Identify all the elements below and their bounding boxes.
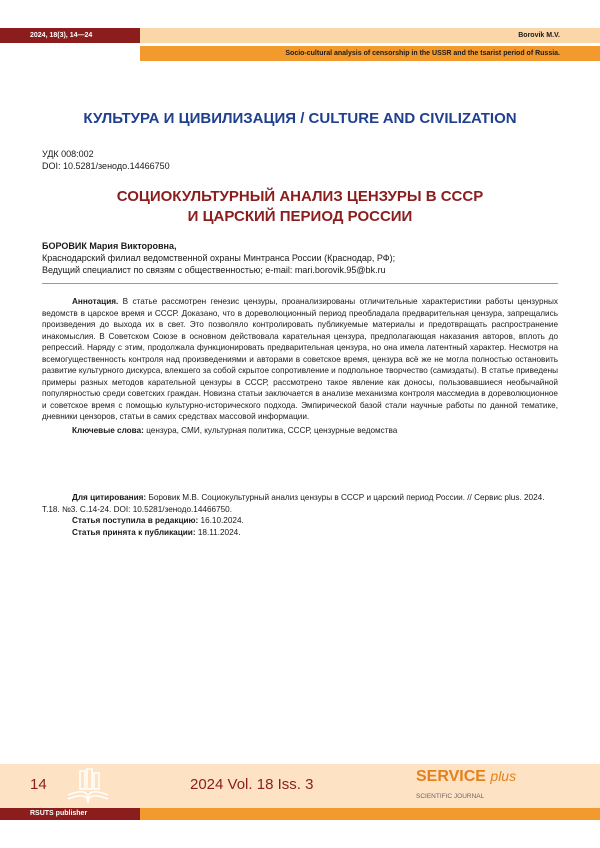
section-title: КУЛЬТУРА И ЦИВИЛИЗАЦИЯ / CULTURE AND CIVILIZATION <box>83 110 517 127</box>
author-block <box>42 240 562 276</box>
citation-text: Боровик М.В. Социокультурный анализ цензуры в СССР и царский период России. // Сервис plus. 2024. Т.18. №3. С.14-24. DOI: 10.5281/зенодо.14466750. <box>42 493 545 514</box>
citation-label: Для цитирования: <box>72 493 147 502</box>
footer-stripe <box>140 808 600 820</box>
title-line-2: И ЦАРСКИЙ ПЕРИОД РОССИИ <box>187 208 413 225</box>
received-label: Статья поступила в редакцию: <box>72 516 199 525</box>
journal-brand-subtitle: SCIENTIFIC JOURNAL <box>416 793 485 800</box>
abstract-text: В статье рассмотрен генезис цензуры, проанализированы отличительные характеристики работы цензурных ведомств в царское время и СССР. Доказано, что в дореволюционный период преобладала предварительная цензура, запрещались произведения до выхода их в свет. Это позволяло контролировать публикуемые материалы и предотвращать распространение инакомыслия. В Советском Союзе в основном действовала карательная цензура, предполагающая наказания авторов, вплоть до репрессий. Наряду с этим, продолжала функционировать предварительная цензура, но она имела латентный характер. Несмотря на всемогущественность контроля над произведениями и авторами в советское время, цензура всё же не могла полностью остановить развитие культурного дискурса, влекшего за собой скрытое сопротивление и подпольное творчество (самиздаты). В статье приведены примеры разных методов карательной цензуры в СССР, рассмотрено такое явление как доносы, пользовавшиеся необычайной популярностью среди советских граждан. Новизна статьи заключается в анализе механизма контроля массмедиа в дореволюционное и советское время с помощью культурно-исторического подхода. Эмпирической базой стали научные работы по данной тематике, дневники цензоров, статьи в самих средствах массовой информации. <box>42 297 559 421</box>
udk: УДК 008:002 <box>42 149 94 159</box>
abstract-label: Аннотация. <box>72 297 119 306</box>
book-logo-icon <box>62 765 114 807</box>
received <box>42 515 558 527</box>
citation <box>42 492 558 515</box>
header-issue-ref: 2024, 18(3), 14—24 <box>0 28 140 43</box>
article-meta <box>42 148 170 172</box>
accepted-date: 18.11.2024. <box>197 527 241 537</box>
page-number: 14 <box>30 776 47 793</box>
accepted <box>42 527 558 539</box>
header-running-title: Socio-cultural analysis of censorship in the USSR and the tsarist period of Russia. <box>140 46 600 61</box>
author-name: БОРОВИК Мария Викторовна, <box>42 241 177 251</box>
keywords <box>42 425 558 437</box>
title-line-1: СОЦИОКУЛЬТУРНЫЙ АНАЛИЗ ЦЕНЗУРЫ В СССР <box>116 188 484 205</box>
divider <box>42 283 558 284</box>
abstract <box>42 296 558 436</box>
accepted-label: Статья принята к публикации: <box>72 527 196 537</box>
header-author: Borovik M.V. <box>140 28 600 43</box>
received-date: 16.10.2024. <box>200 516 244 525</box>
author-position: Ведущий специалист по связям с общественностью; e-mail: mari.borovik.95@bk.ru <box>42 265 386 275</box>
keywords-label: Ключевые слова: <box>72 425 144 435</box>
publisher: RSUTS publisher <box>0 808 140 820</box>
author-affiliation: Краснодарский филиал ведомственной охраны Минтранса России (Краснодар, РФ); <box>42 253 396 263</box>
journal-brand: SERVICE plus <box>416 768 517 785</box>
citation-block <box>42 492 558 538</box>
doi: DOI: 10.5281/зенодо.14466750 <box>42 161 170 171</box>
keywords-text: цензура, СМИ, культурная политика, СССР, цензурные ведомства <box>146 425 398 435</box>
article-title <box>0 187 600 227</box>
footer-issue: 2024 Vol. 18 Iss. 3 <box>190 776 314 793</box>
abstract-paragraph <box>42 296 558 423</box>
